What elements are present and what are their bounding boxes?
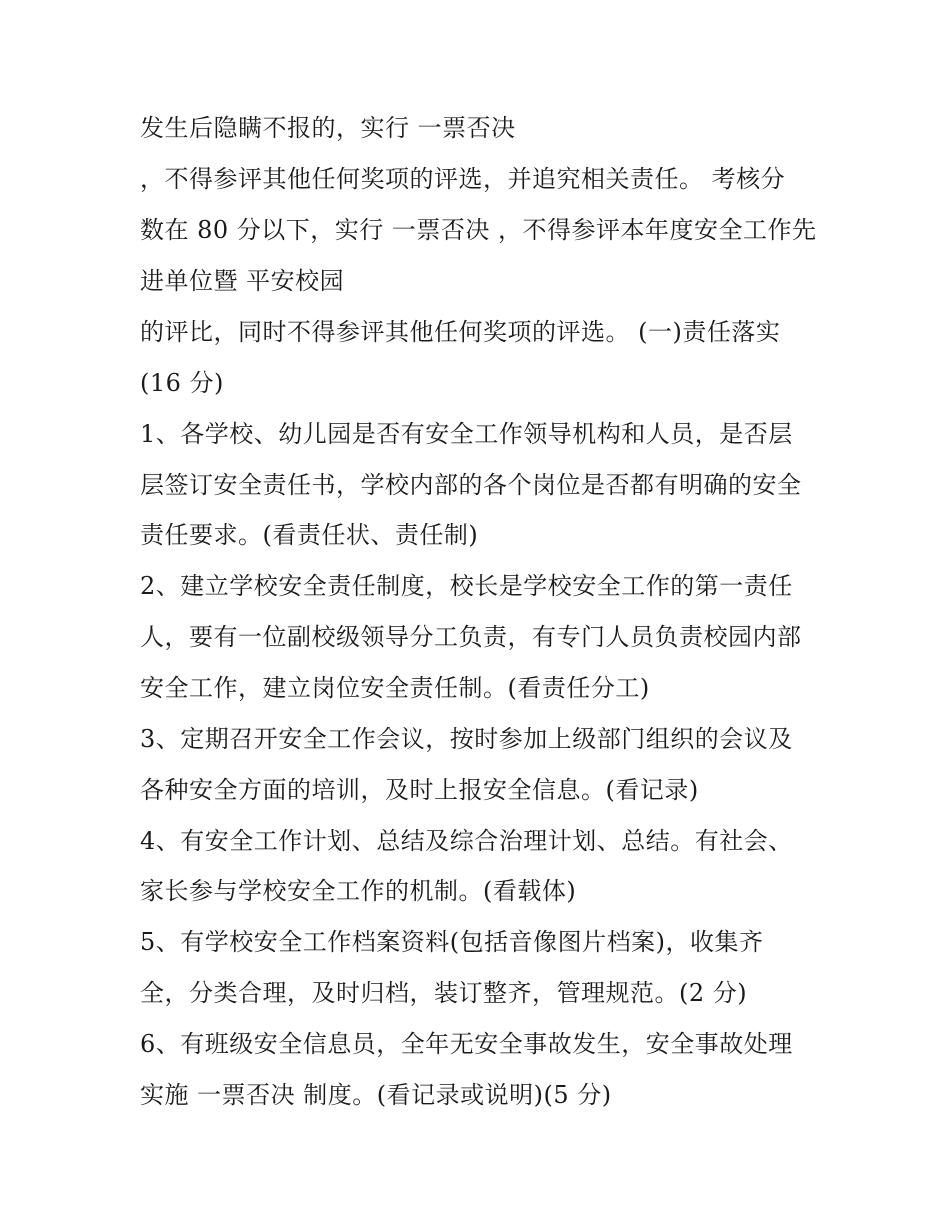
text-line: 人，要有一位副校级领导分工负责，有专门人员负责校园内部 (140, 623, 802, 651)
text-line: 1、各学校、幼儿园是否有安全工作领导机构和人员，是否层 (140, 420, 793, 448)
text-line: 层签订安全责任书，学校内部的各个岗位是否都有明确的安全 (140, 471, 802, 499)
text-line: 5、有学校安全工作档案资料(包括音像图片档案)，收集齐 (140, 928, 764, 956)
text-line: 3、定期召开安全工作会议，按时参加上级部门组织的会议及 (140, 725, 793, 753)
text-line: 2、建立学校安全责任制度，校长是学校安全工作的第一责任 (140, 572, 793, 600)
text-line: 进单位暨 平安校园 (140, 267, 345, 295)
text-line: 发生后隐瞒不报的，实行 一票否决 (140, 114, 516, 142)
text-line: (16 分) (140, 369, 224, 397)
text-line: 各种安全方面的培训，及时上报安全信息。(看记录) (140, 776, 699, 804)
text-line: ，不得参评其他任何奖项的评选，并追究相关责任。 考核分 (140, 165, 786, 193)
text-line: 实施 一票否决 制度。(看记录或说明)(5 分) (140, 1081, 612, 1109)
text-line: 数在 80 分以下，实行 一票否决 ，不得参评本年度安全工作先 (140, 216, 817, 244)
text-line: 安全工作，建立岗位安全责任制。(看责任分工) (140, 674, 650, 702)
text-line: 4、有安全工作计划、总结及综合治理计划、总结。有社会、 (140, 827, 793, 855)
text-line: 全，分类合理，及时归档，装订整齐，管理规范。(2 分) (140, 979, 748, 1007)
text-line: 责任要求。(看责任状、责任制) (140, 521, 479, 549)
text-line: 家长参与学校安全工作的机制。(看载体) (140, 877, 577, 905)
text-line: 的评比，同时不得参评其他任何奖项的评选。 (一)责任落实 (140, 318, 781, 346)
text-line: 6、有班级安全信息员，全年无安全事故发生，安全事故处理 (140, 1030, 793, 1058)
